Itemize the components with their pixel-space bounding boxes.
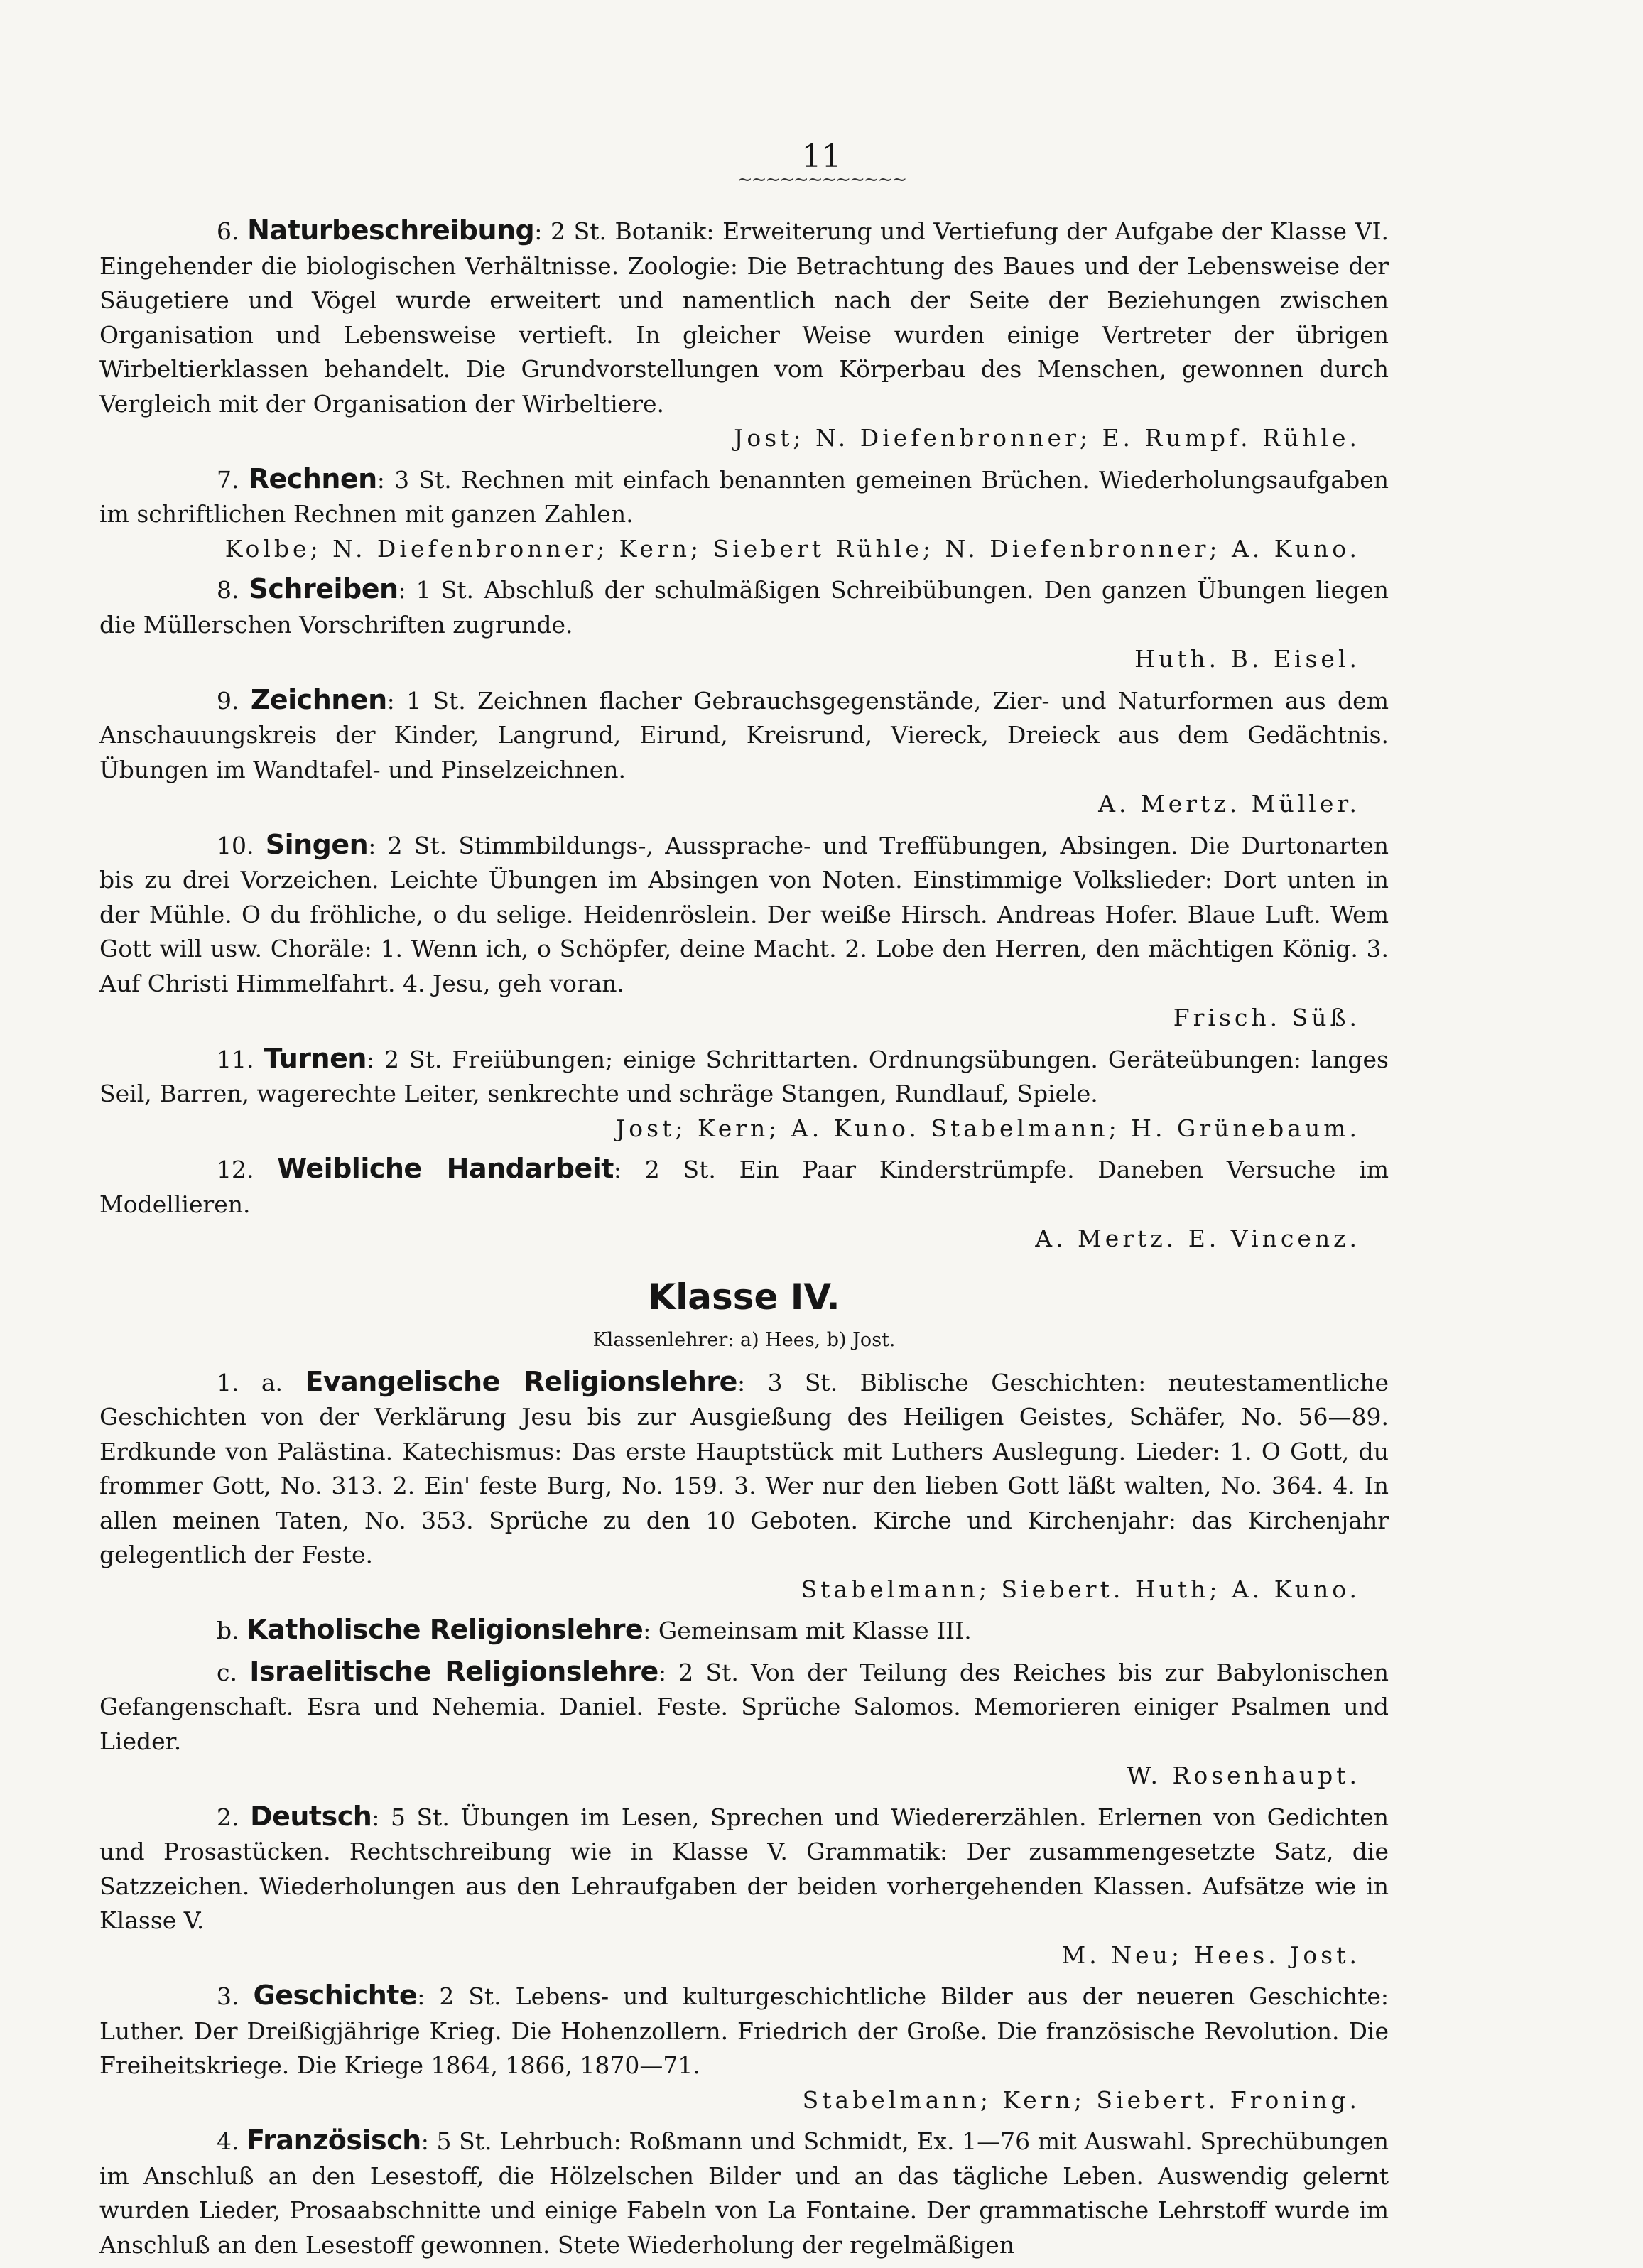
subject-number: 11. <box>217 1045 254 1073</box>
subject-paragraph <box>99 462 1389 567</box>
subject-paragraph <box>99 2123 1389 2262</box>
subject-number: 1. a. <box>217 1368 283 1396</box>
subject-heading: Zeichnen <box>250 683 387 715</box>
subject-body: : 3 St. Biblische Geschichten: neutestamentliche Geschichten von der Verklärung Jesu bis zur Ausgießung des Heiligen Geistes, Schäfer, No. 56—89. Erdkunde von Palästina. Katechismus: Das erste Hauptstück mit Luthers Auslegung. Lieder: 1. O Gott, du frommer Gott, No. 313. 2. Ein' feste Burg, No. 159. 3. Wer nur den lieben Gott läßt walten, No. 364. 4. In allen meinen Taten, No. 353. Sprüche zu den 10 Geboten. Kirche und Kirchenjahr: das Kirchenjahr gelegentlich der Feste. <box>99 1368 1389 1568</box>
subject-paragraph <box>99 1041 1389 1146</box>
subject-body: : 2 St. Freiübungen; einige Schrittarten. Ordnungsübungen. Geräteübungen: langes Seil, Barren, wagerechte Leiter, senkrechte und schräge Stangen, Rundlauf, Spiele. <box>99 1045 1389 1107</box>
teacher-signature: W. Rosenhaupt. <box>1127 1762 1360 1789</box>
subject-number: 9. <box>217 686 239 715</box>
subject-heading: Deutsch <box>250 1800 372 1832</box>
subject-body: : 5 St. Übungen im Lesen, Sprechen und Wiedererzählen. Erlernen von Gedichten und Prosastücken. Rechtschreibung wie in Klasse V. Grammatik: Der zusammengesetzte Satz, die Satzzeichen. Wiederholungen aus den Lehraufgaben der beiden vorhergehenden Klassen. Aufsätze wie in Klasse V. <box>99 1803 1389 1934</box>
page-number: 11 <box>801 139 842 175</box>
subject-paragraph <box>99 213 1389 456</box>
subject-paragraph <box>99 683 1389 822</box>
teacher-signature: Kolbe; N. Diefenbronner; Kern; Siebert Rühle; N. Diefenbronner; A. Kuno. <box>224 534 1360 563</box>
subject-heading: Naturbeschreibung <box>247 215 535 246</box>
teacher-signature: Stabelmann; Kern; Siebert. Froning. <box>802 2085 1360 2114</box>
subject-body: : 2 St. Von der Teilung des Reiches bis zur Babylonischen Gefangenschaft. Esra und Nehemia. Daniel. Feste. Sprüche Salomos. Memorieren einiger Psalmen und Lieder. <box>99 1658 1389 1755</box>
subject-body: : 2 St. Stimmbildungs-, Aussprache- und Treffübungen, Absingen. Die Durtonarten bis zu drei Vorzeichen. Leichte Übungen im Absingen von Noten. Einstimmige Volkslieder: Dort unten in der Mühle. O du fröhliche, o du selige. Heidenröslein. Der weiße Hirsch. Andreas Hofer. Blaue Luft. Wem Gott will usw. Choräle: 1. Wenn ich, o Schöpfer, deine Macht. 2. Lobe den Herren, den mächtigen König. 3. Auf Christi Himmelfahrt. 4. Jesu, geh voran. <box>99 831 1389 997</box>
subject-number: 7. <box>217 465 239 494</box>
subject-paragraph <box>99 828 1389 1036</box>
subject-number: 8. <box>217 576 239 604</box>
teacher-signature: Huth. B. Eisel. <box>1134 645 1360 673</box>
class-teachers: Klassenlehrer: a) Hees, b) Jost. <box>592 1328 896 1351</box>
subject-paragraph <box>99 1978 1389 2117</box>
subject-body: : 2 St. Lebens- und kulturgeschichtliche Bilder aus der neueren Geschichte: Luther. Der Dreißigjährige Krieg. Die Hohenzollern. Friedrich der Große. Die französische Revolution. Die Freiheitskriege. Die Kriege 1864, 1866, 1870—71. <box>99 1982 1389 2079</box>
subject-heading: Turnen <box>264 1042 367 1074</box>
subject-body: : 3 St. Rechnen mit einfach benannten gemeinen Brüchen. Wiederholungsaufgaben im schriftlichen Rechnen mit ganzen Zahlen. <box>99 465 1389 528</box>
subject-heading: Israelitische Religionslehre <box>249 1655 658 1687</box>
teacher-signature: M. Neu; Hees. Jost. <box>1061 1941 1360 1969</box>
subject-list-class-iv <box>99 1364 1389 2263</box>
subject-heading: Evangelische Religionslehre <box>305 1365 737 1397</box>
teacher-signature: Jost; Kern; A. Kuno. Stabelmann; H. Grünebaum. <box>616 1114 1360 1142</box>
subject-number: 2. <box>217 1803 239 1831</box>
subject-heading: Rechnen <box>248 462 377 494</box>
subject-body: : 5 St. Lehrbuch: Roßmann und Schmidt, Ex. 1—76 mit Auswahl. Sprechübungen im Anschluß an den Lesestoff, die Hölzelschen Bilder und an das tägliche Leben. Auswendig gelernt wurden Lieder, Prosaabschnitte und einige Fabeln von La Fontaine. Der grammatische Lehrstoff wurde im Anschluß an den Lesestoff gewonnen. Stete Wiederholung der regelmäßigen <box>99 2127 1389 2259</box>
subject-number: 6. <box>217 217 239 245</box>
subject-paragraph <box>99 1799 1389 1973</box>
teacher-signature: Frisch. Süß. <box>1173 1004 1360 1031</box>
subject-paragraph <box>99 1612 1389 1649</box>
teacher-signature: A. Mertz. Müller. <box>1098 790 1360 818</box>
subject-paragraph <box>99 1364 1389 1607</box>
subject-body: : Gemeinsam mit Klasse III. <box>643 1617 972 1644</box>
subject-body: : 1 St. Abschluß der schulmäßigen Schreibübungen. Den ganzen Übungen liegen die Müllerschen Vorschriften zugrunde. <box>99 576 1389 639</box>
page-body <box>99 213 1389 2268</box>
subject-body: : 2 St. Ein Paar Kinderstrümpfe. Daneben Versuche im Modellieren. <box>99 1156 1389 1218</box>
subject-paragraph <box>99 1654 1389 1794</box>
subject-number: 12. <box>217 1156 254 1183</box>
subject-number: b. <box>217 1617 239 1644</box>
subject-number: c. <box>217 1658 237 1686</box>
subject-heading: Weibliche Handarbeit <box>277 1153 614 1184</box>
subject-heading: Geschichte <box>253 1980 418 2011</box>
subject-heading: Katholische Religionslehre <box>246 1614 644 1645</box>
subject-heading: Schreiben <box>249 573 398 604</box>
subject-heading: Französisch <box>246 2125 421 2156</box>
teacher-signature: Jost; N. Diefenbronner; E. Rumpf. Rühle. <box>734 424 1360 452</box>
subject-list-class-v <box>99 213 1389 1257</box>
section-heading: Klasse IV. <box>648 1276 840 1318</box>
teacher-signature: A. Mertz. E. Vincenz. <box>1035 1225 1360 1252</box>
teacher-signature: Stabelmann; Siebert. Huth; A. Kuno. <box>801 1575 1360 1603</box>
subject-number: 10. <box>217 831 254 859</box>
subject-body: : 1 St. Zeichnen flacher Gebrauchsgegenstände, Zier- und Naturformen aus dem Anschauungskreis der Kinder, Langrund, Eirund, Kreisrund, Viereck, Dreieck aus dem Gedächtnis. Übungen im Wandtafel- und Pinselzeichnen. <box>99 686 1389 783</box>
subject-heading: Singen <box>265 828 369 860</box>
subject-paragraph <box>99 572 1389 677</box>
subject-paragraph <box>99 1151 1389 1257</box>
page-ornament: ~~~~~~~~~~~~ <box>737 169 906 190</box>
subject-number: 4. <box>217 2127 239 2155</box>
subject-number: 3. <box>217 1982 239 2010</box>
subject-body: : 2 St. Botanik: Erweiterung und Vertiefung der Aufgabe der Klasse VI. Eingehender die biologischen Verhältnisse. Zoologie: Die Betrachtung des Baues und der Lebensweise der Säugetiere und Vögel wurde erweitert und namentlich nach der Seite der Beziehungen zwischen Organisation und Lebensweise vertieft. In gleicher Weise wurden einige Vertreter der übrigen Wirbeltierklassen behandelt. Die Grundvorstellungen vom Körperbau des Menschen, gewonnen durch Vergleich mit der Organisation der Wirbeltiere. <box>99 217 1389 418</box>
